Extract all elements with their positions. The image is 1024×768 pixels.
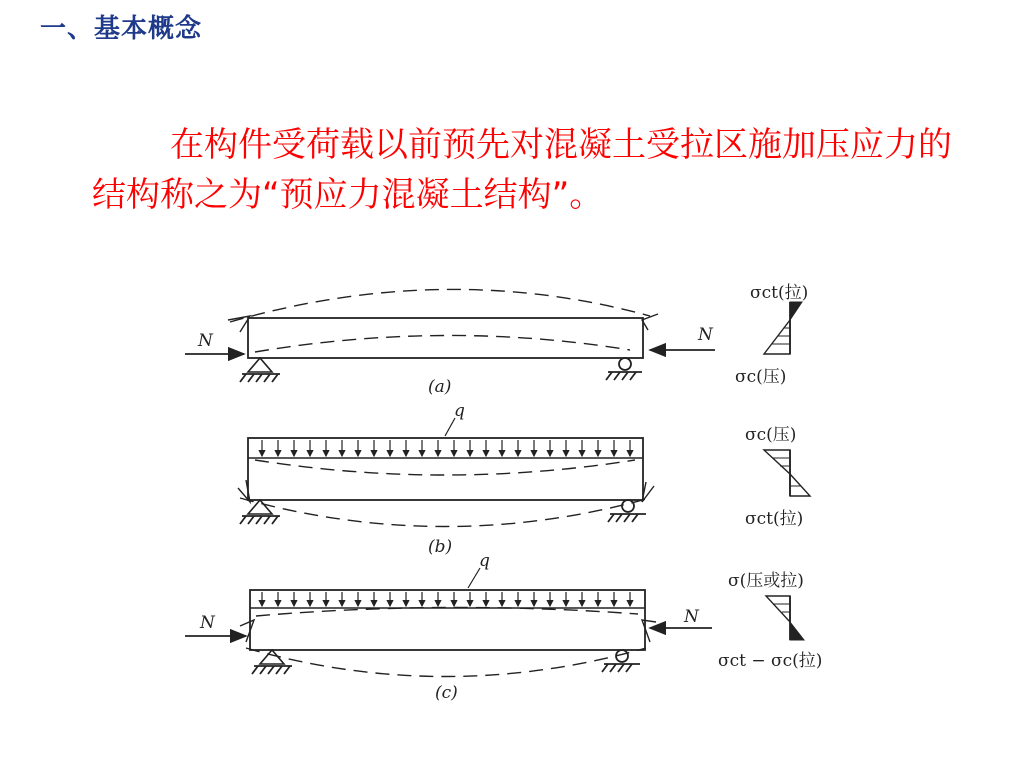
force-label-right-c: N xyxy=(684,607,699,627)
load-label-b: q xyxy=(454,401,465,421)
beam-b xyxy=(248,438,643,500)
stress-diagram-b xyxy=(764,450,810,496)
panel-c xyxy=(185,568,804,677)
stress-label-top-c: σ(压或拉) xyxy=(728,571,804,591)
deflection-curve-bottom-c xyxy=(246,648,646,677)
deflection-curve-bottom-b xyxy=(240,498,650,527)
pin-support-left-b xyxy=(240,500,280,524)
page-title: 一、基本概念 xyxy=(40,14,203,44)
pin-support-left-a xyxy=(240,358,280,382)
load-label-c: q xyxy=(479,551,490,571)
panel-caption-a: (a) xyxy=(428,377,452,397)
stress-label-bottom-a: σc(压) xyxy=(735,367,787,387)
distributed-load-c xyxy=(262,592,630,606)
panel-caption-c: (c) xyxy=(435,683,458,703)
roller-support-right-c xyxy=(602,650,640,672)
deflection-curve-top-c xyxy=(256,607,638,616)
roller-support-right-b xyxy=(608,500,646,522)
stress-label-bottom-b: σct(拉) xyxy=(745,509,804,529)
stress-diagram-a xyxy=(764,302,802,354)
distributed-load-b xyxy=(262,440,630,456)
beam-c xyxy=(250,590,645,650)
force-label-right-a: N xyxy=(698,325,713,345)
prestressed-beam-figure xyxy=(160,270,860,710)
stress-diagram-c xyxy=(766,596,804,640)
stress-label-top-b: σc(压) xyxy=(745,425,797,445)
force-label-left-a: N xyxy=(198,331,213,351)
deflection-curve-top-b xyxy=(255,460,635,475)
force-label-left-c: N xyxy=(200,613,215,633)
camber-curve-bottom-a xyxy=(255,335,630,352)
pin-support-left-c xyxy=(252,650,292,674)
panel-b xyxy=(238,418,810,527)
stress-label-top-a: σct(拉) xyxy=(750,283,809,303)
stress-label-bottom-c: σct − σc(拉) xyxy=(718,651,823,671)
beam-a xyxy=(248,318,643,358)
panel-caption-b: (b) xyxy=(428,537,453,557)
roller-support-right-a xyxy=(606,358,642,380)
definition-paragraph: 在构件受荷载以前预先对混凝土受拉区施加压应力的结构称之为“预应力混凝土结构”。 xyxy=(92,125,952,215)
